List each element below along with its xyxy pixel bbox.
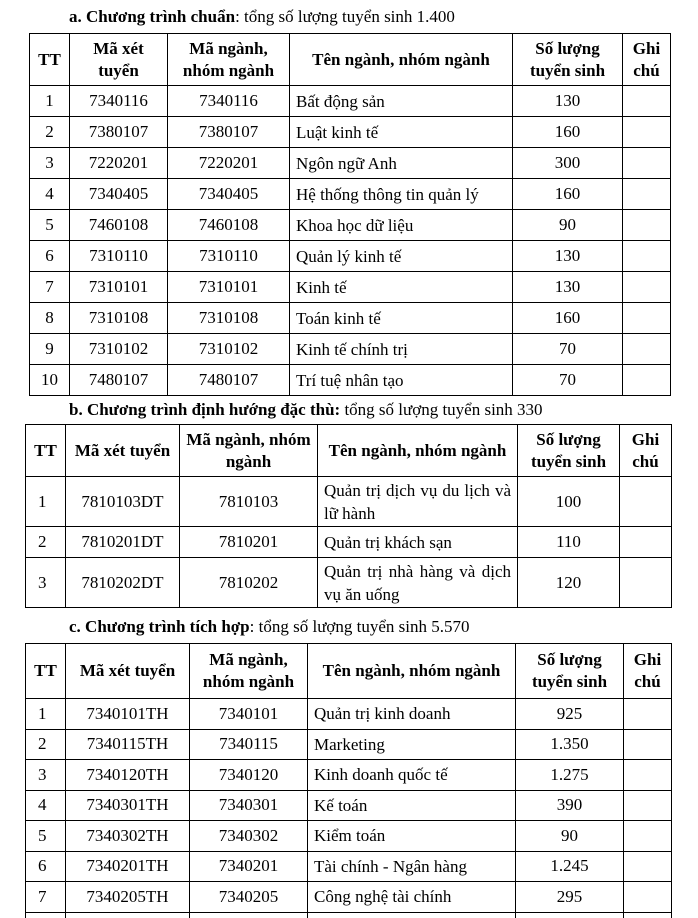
ghi-chu-cell	[624, 851, 672, 882]
ma-nganh-cell: 7810202	[180, 558, 318, 608]
table-row	[26, 912, 672, 918]
table-row	[26, 477, 672, 527]
so-luong-cell: 390	[516, 790, 624, 821]
ghi-chu-cell	[623, 148, 671, 179]
ma-xet-tuyen-cell: 7310102	[70, 334, 168, 365]
ghi-chu-cell	[624, 699, 672, 730]
ma-nganh-cell: 7340405	[168, 179, 290, 210]
header-ten-nganh: Tên ngành, nhóm ngành	[290, 34, 513, 86]
ma-xet-tuyen-cell: 7220201	[70, 148, 168, 179]
so-luong-cell: 120	[518, 558, 620, 608]
row-number: 5	[26, 821, 66, 852]
ma-xet-tuyen-cell: 7340101TH	[66, 699, 190, 730]
ten-nganh-cell: Kiểm toán	[308, 821, 516, 852]
row-number: 4	[26, 790, 66, 821]
table-row	[30, 210, 671, 241]
ten-nganh-cell: Khoa học dữ liệu	[290, 210, 513, 241]
ma-xet-tuyen-cell: 7340116	[70, 86, 168, 117]
ten-nganh-cell: Công nghệ tài chính	[308, 882, 516, 913]
ghi-chu-cell	[623, 365, 671, 396]
ma-nganh-cell: 7340101	[190, 699, 308, 730]
ma-nganh-cell: 7460108	[168, 210, 290, 241]
table-row	[30, 179, 671, 210]
row-number: 5	[30, 210, 70, 241]
ma-nganh-cell: 7310102	[168, 334, 290, 365]
ten-nganh-cell: Kinh tế chính trị	[290, 334, 513, 365]
so-luong-cell: 130	[513, 241, 623, 272]
so-luong-cell: 160	[513, 117, 623, 148]
ma-xet-tuyen-cell: 7310110	[70, 241, 168, 272]
header-ghi-chu: Ghi chú	[624, 644, 672, 699]
ma-nganh-cell: 7340301	[190, 790, 308, 821]
ten-nganh-cell: Quản trị nhà hàng và dịch vụ ăn uống	[318, 558, 518, 608]
section-c-table	[25, 643, 672, 918]
ghi-chu-cell	[624, 729, 672, 760]
row-number: 2	[26, 729, 66, 760]
ten-nganh-cell: Kinh doanh quốc tế	[308, 760, 516, 791]
ten-nganh-cell: Quản trị khách sạn	[318, 527, 518, 558]
table-row	[30, 117, 671, 148]
row-number: 1	[26, 477, 66, 527]
row-number: 6	[26, 851, 66, 882]
ma-xet-tuyen-cell: 7340205TH	[66, 882, 190, 913]
header-ma-nganh: Mã ngành, nhóm ngành	[190, 644, 308, 699]
so-luong-cell: 160	[513, 303, 623, 334]
ma-xet-tuyen-cell: 7340201TH	[66, 851, 190, 882]
header-so-luong: Số lượng tuyển sinh	[518, 425, 620, 477]
ma-xet-tuyen-cell: 7340302TH	[66, 821, 190, 852]
row-number	[26, 912, 66, 918]
table-row	[30, 148, 671, 179]
row-number: 7	[30, 272, 70, 303]
so-luong-cell: 130	[513, 86, 623, 117]
so-luong-cell: 1.350	[516, 729, 624, 760]
ten-nganh-cell: Hệ thống thông tin quản lý	[290, 179, 513, 210]
ma-nganh-cell: 7340201	[190, 851, 308, 882]
row-number: 3	[30, 148, 70, 179]
row-number: 1	[30, 86, 70, 117]
ma-xet-tuyen-cell: 7310108	[70, 303, 168, 334]
ma-nganh-cell: 7810201	[180, 527, 318, 558]
ten-nganh-cell: Marketing	[308, 729, 516, 760]
row-number: 8	[30, 303, 70, 334]
ten-nganh-cell: Ngôn ngữ Anh	[290, 148, 513, 179]
ma-xet-tuyen-cell: 7310101	[70, 272, 168, 303]
header-ma-nganh: Mã ngành, nhóm ngành	[180, 425, 318, 477]
so-luong-cell: 1.275	[516, 760, 624, 791]
ghi-chu-cell	[624, 760, 672, 791]
header-ma-nganh: Mã ngành, nhóm ngành	[168, 34, 290, 86]
table-row	[26, 527, 672, 558]
ten-nganh-cell: Luật kinh tế	[290, 117, 513, 148]
header-so-luong: Số lượng tuyển sinh	[513, 34, 623, 86]
table-row	[30, 365, 671, 396]
table-row	[26, 558, 672, 608]
header-ten-nganh: Tên ngành, nhóm ngành	[318, 425, 518, 477]
section-c-summary: : tổng số lượng tuyển sinh 5.570	[249, 617, 470, 636]
section-b-table	[25, 424, 672, 608]
header-tt: TT	[26, 425, 66, 477]
section-c-label: c. Chương trình tích hợp	[69, 617, 250, 636]
row-number: 6	[30, 241, 70, 272]
ten-nganh-cell: Trí tuệ nhân tạo	[290, 365, 513, 396]
row-number: 4	[30, 179, 70, 210]
so-luong-cell: 1.245	[516, 851, 624, 882]
table-row	[26, 851, 672, 882]
row-number: 10	[30, 365, 70, 396]
ghi-chu-cell	[624, 912, 672, 918]
ma-nganh-cell: 7340115	[190, 729, 308, 760]
header-ma-xet-tuyen: Mã xét tuyển	[66, 425, 180, 477]
section-a-summary: : tổng số lượng tuyển sinh 1.400	[235, 7, 455, 26]
table-row	[26, 882, 672, 913]
ma-xet-tuyen-cell: 7480107	[70, 365, 168, 396]
ghi-chu-cell	[623, 334, 671, 365]
ghi-chu-cell	[623, 272, 671, 303]
ten-nganh-cell: Quản trị dịch vụ du lịch và lữ hành	[318, 477, 518, 527]
section-b-summary: tổng số lượng tuyển sinh 330	[340, 400, 543, 419]
table-header-row	[26, 425, 672, 477]
ma-nganh-cell: 7310108	[168, 303, 290, 334]
ma-xet-tuyen-cell: 7340115TH	[66, 729, 190, 760]
ma-nganh-cell: 7220201	[168, 148, 290, 179]
row-number: 7	[26, 882, 66, 913]
ghi-chu-cell	[620, 527, 672, 558]
ten-nganh-cell: Kế toán	[308, 790, 516, 821]
so-luong-cell	[516, 912, 624, 918]
ten-nganh-cell: Tài chính - Ngân hàng	[308, 851, 516, 882]
so-luong-cell: 100	[518, 477, 620, 527]
ma-xet-tuyen-cell: 7340405	[70, 179, 168, 210]
ma-nganh-cell: 7810103	[180, 477, 318, 527]
ma-nganh-cell: 7480107	[168, 365, 290, 396]
row-number: 2	[30, 117, 70, 148]
ma-nganh-cell: 7310110	[168, 241, 290, 272]
so-luong-cell: 130	[513, 272, 623, 303]
ma-xet-tuyen-cell	[66, 912, 190, 918]
ten-nganh-cell: Kinh tế	[290, 272, 513, 303]
row-number: 3	[26, 760, 66, 791]
table-row	[30, 334, 671, 365]
ghi-chu-cell	[623, 303, 671, 334]
so-luong-cell: 300	[513, 148, 623, 179]
ma-nganh-cell: 7340120	[190, 760, 308, 791]
section-a-label: a. Chương trình chuẩn	[69, 7, 236, 26]
ten-nganh-cell: Quản trị kinh doanh	[308, 699, 516, 730]
ghi-chu-cell	[623, 86, 671, 117]
ma-nganh-cell: 7380107	[168, 117, 290, 148]
section-c-heading	[69, 617, 470, 637]
header-ten-nganh: Tên ngành, nhóm ngành	[308, 644, 516, 699]
header-tt: TT	[30, 34, 70, 86]
table-row	[26, 729, 672, 760]
ma-nganh-cell: 7310101	[168, 272, 290, 303]
ma-nganh-cell: 7340205	[190, 882, 308, 913]
table-row	[26, 699, 672, 730]
so-luong-cell: 160	[513, 179, 623, 210]
table-row	[30, 241, 671, 272]
ghi-chu-cell	[624, 790, 672, 821]
header-tt: TT	[26, 644, 66, 699]
ten-nganh-cell: Quản lý kinh tế	[290, 241, 513, 272]
ghi-chu-cell	[623, 179, 671, 210]
ma-xet-tuyen-cell: 7810202DT	[66, 558, 180, 608]
ghi-chu-cell	[623, 210, 671, 241]
table-row	[26, 790, 672, 821]
header-so-luong: Số lượng tuyển sinh	[516, 644, 624, 699]
so-luong-cell: 925	[516, 699, 624, 730]
ma-xet-tuyen-cell: 7340301TH	[66, 790, 190, 821]
so-luong-cell: 90	[516, 821, 624, 852]
ma-nganh-cell: 7340302	[190, 821, 308, 852]
table-row	[26, 760, 672, 791]
ghi-chu-cell	[624, 821, 672, 852]
table-header-row	[26, 644, 672, 699]
header-ma-xet-tuyen: Mã xét tuyển	[66, 644, 190, 699]
so-luong-cell: 295	[516, 882, 624, 913]
ghi-chu-cell	[620, 558, 672, 608]
so-luong-cell: 90	[513, 210, 623, 241]
ten-nganh-cell: Toán kinh tế	[290, 303, 513, 334]
table-row	[26, 821, 672, 852]
ten-nganh-cell: Bất động sản	[290, 86, 513, 117]
table-row	[30, 303, 671, 334]
section-b-heading	[69, 400, 543, 420]
ghi-chu-cell	[620, 477, 672, 527]
ma-xet-tuyen-cell: 7340120TH	[66, 760, 190, 791]
row-number: 1	[26, 699, 66, 730]
header-ghi-chu: Ghi chú	[623, 34, 671, 86]
so-luong-cell: 70	[513, 334, 623, 365]
header-ghi-chu: Ghi chú	[620, 425, 672, 477]
section-b-label: b. Chương trình định hướng đặc thù:	[69, 400, 341, 419]
row-number: 9	[30, 334, 70, 365]
table-header-row	[30, 34, 671, 86]
ma-nganh-cell	[190, 912, 308, 918]
so-luong-cell: 110	[518, 527, 620, 558]
row-number: 2	[26, 527, 66, 558]
so-luong-cell: 70	[513, 365, 623, 396]
ma-xet-tuyen-cell: 7810103DT	[66, 477, 180, 527]
table-row	[30, 86, 671, 117]
ma-xet-tuyen-cell: 7460108	[70, 210, 168, 241]
header-ma-xet-tuyen: Mã xét tuyển	[70, 34, 168, 86]
section-a-table	[29, 33, 671, 396]
ghi-chu-cell	[623, 117, 671, 148]
section-a-heading	[69, 7, 455, 27]
ma-nganh-cell: 7340116	[168, 86, 290, 117]
ma-xet-tuyen-cell: 7380107	[70, 117, 168, 148]
ma-xet-tuyen-cell: 7810201DT	[66, 527, 180, 558]
row-number: 3	[26, 558, 66, 608]
ten-nganh-cell	[308, 912, 516, 918]
ghi-chu-cell	[624, 882, 672, 913]
ghi-chu-cell	[623, 241, 671, 272]
table-row	[30, 272, 671, 303]
